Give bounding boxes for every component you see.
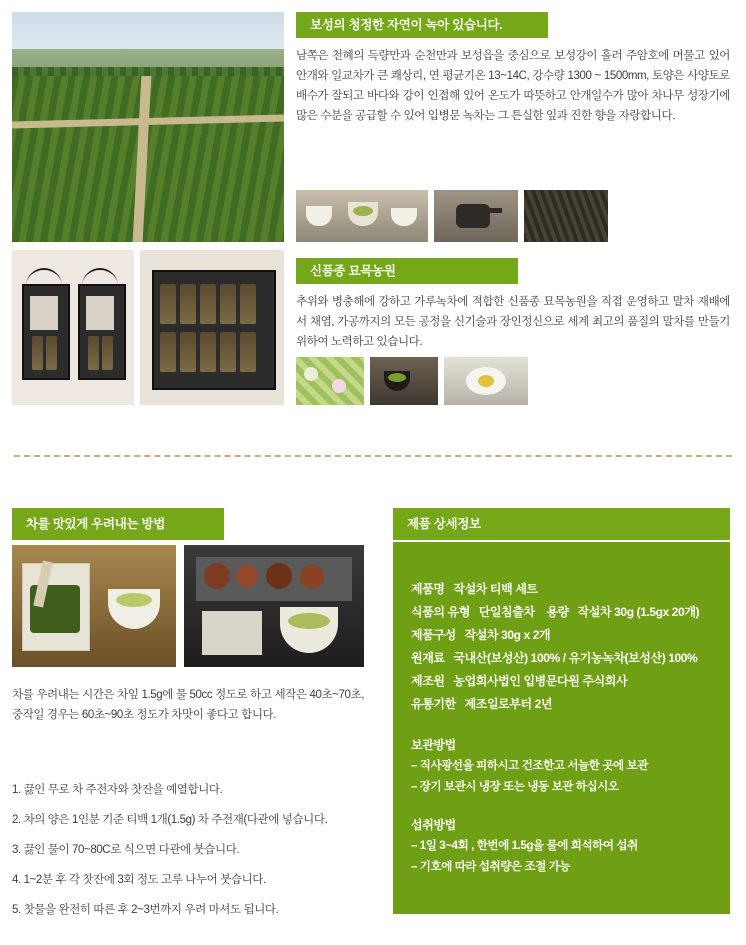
product-row-value: 제조일로부터 2년 [464,697,553,711]
tea-plantation-photo [12,12,284,242]
intake-title: 섭취방법 [411,818,456,832]
product-row-composition [411,624,712,647]
brew-step: 3. 끓인 물이 70~80C로 식으면 다관에 붓습니다. [12,844,240,856]
product-row-expiry [411,693,712,716]
brew-step: 4. 1~2분 후 각 찻잔에 3회 정도 고루 나누어 붓습니다. [12,874,266,886]
storage-title: 보관방법 [411,738,456,752]
product-row-value-2: 작설차 30g (1.5gx 20개) [577,605,700,619]
matcha-bowl-thumbnail [370,357,438,405]
product-row-value: 국내산(보성산) 100% / 유기농녹차(보성산) 100% [453,651,698,665]
nursery-body: 추위와 병충해에 강하고 가루녹차에 적합한 신품종 묘목농원을 직접 운영하고 말차 재배에서 채염, 가공까지의 모든 공정을 신기술과 장인정신으로 세계 최고의 품질의 말차를 만들기 위하여 노력하고 있습니다. [296,296,730,348]
brew-heading: 차를 맛있게 우려내는 방법 [12,508,224,540]
gift-box-cans-photo [140,250,284,405]
product-row-value: 농업회사법인 입병문다원 주식회사 [453,674,628,688]
intake-item: – 1일 3~4회 , 한번에 1.5g을 물에 희석하여 섭취 [411,840,638,852]
product-row-type [411,601,712,624]
tea-cups-thumbnail [296,190,428,242]
intake-item: – 기호에 따라 섭취량은 조절 가능 [411,861,571,873]
matcha-dish-thumbnail [444,357,528,405]
brew-step: 2. 차의 양은 1인분 기준 티백 1개(1.5g) 차 주전재(다관에 넣습니다. [12,814,328,826]
section-divider [14,455,732,457]
product-row-label: 제품명 [411,582,445,596]
nature-body: 남쪽은 천혜의 득량만과 순천만과 보성읍을 중심으로 보성강이 흘러 주암호에 머물고 있어 안개와 일교차가 큰 쾌상리, 연 평균기온 13~14C, 강수량 1300 ~ 1500mm, 토양은 사양토로 배수가 잘되고 바다와 강이 인접해 있어 온도가 따뜻하고 안개일수가 많아 차나무 성장기에 많은 수분을 공급할 수 있어 입병문 녹차는 그 튼실한 잎과 진한 향을 자랑합니다. [296,50,730,122]
nature-heading: 보성의 청정한 자연이 녹아 있습니다. [296,12,548,38]
brewing-tray-right-photo [184,545,364,667]
brew-step: 1. 끓인 무로 차 주전자와 찻잔을 예열합니다. [12,784,223,796]
product-row-value: 작설차 30g x 2개 [464,628,551,642]
product-heading: 제품 상세정보 [393,508,730,540]
product-row-value: 단일침출차 [478,605,535,619]
gift-box-open-photo [12,250,134,405]
brew-step: 5. 찻물을 완전히 따른 후 2~3번까지 우려 마셔도 됩니다. [12,904,279,916]
product-row-label-2: 용량 [546,605,569,619]
dried-leaves-thumbnail [524,190,608,242]
product-row-label: 식품의 유형 [411,605,470,619]
product-row-label: 제품구성 [411,628,456,642]
matcha-flowers-thumbnail [296,357,364,405]
product-row-name [411,578,712,601]
product-row-value: 작설차 티백 세트 [453,582,538,596]
storage-item: – 장기 보관시 냉장 또는 냉동 보관 하십시오 [411,781,619,793]
product-row-manufacturer [411,670,712,693]
product-row-label: 유통기한 [411,697,456,711]
brewing-tray-left-photo [12,545,176,667]
nursery-heading: 신품종 묘목농원 [296,258,518,284]
storage-item: – 직사광선을 피하시고 건조한고 서늘한 곳에 보관 [411,760,648,772]
product-row-label: 원재료 [411,651,445,665]
brew-description: 차를 우려내는 시간은 차잎 1.5g에 물 50cc 정도로 하고 세작은 40초~70초, 중작일 경우는 60초~90초 정도가 차맛이 좋다고 합니다. [12,689,364,721]
product-info-panel [393,542,730,914]
product-row-ingredients [411,647,712,670]
product-row-label: 제조원 [411,674,445,688]
teapot-thumbnail [434,190,518,242]
brew-steps-list [12,775,364,925]
